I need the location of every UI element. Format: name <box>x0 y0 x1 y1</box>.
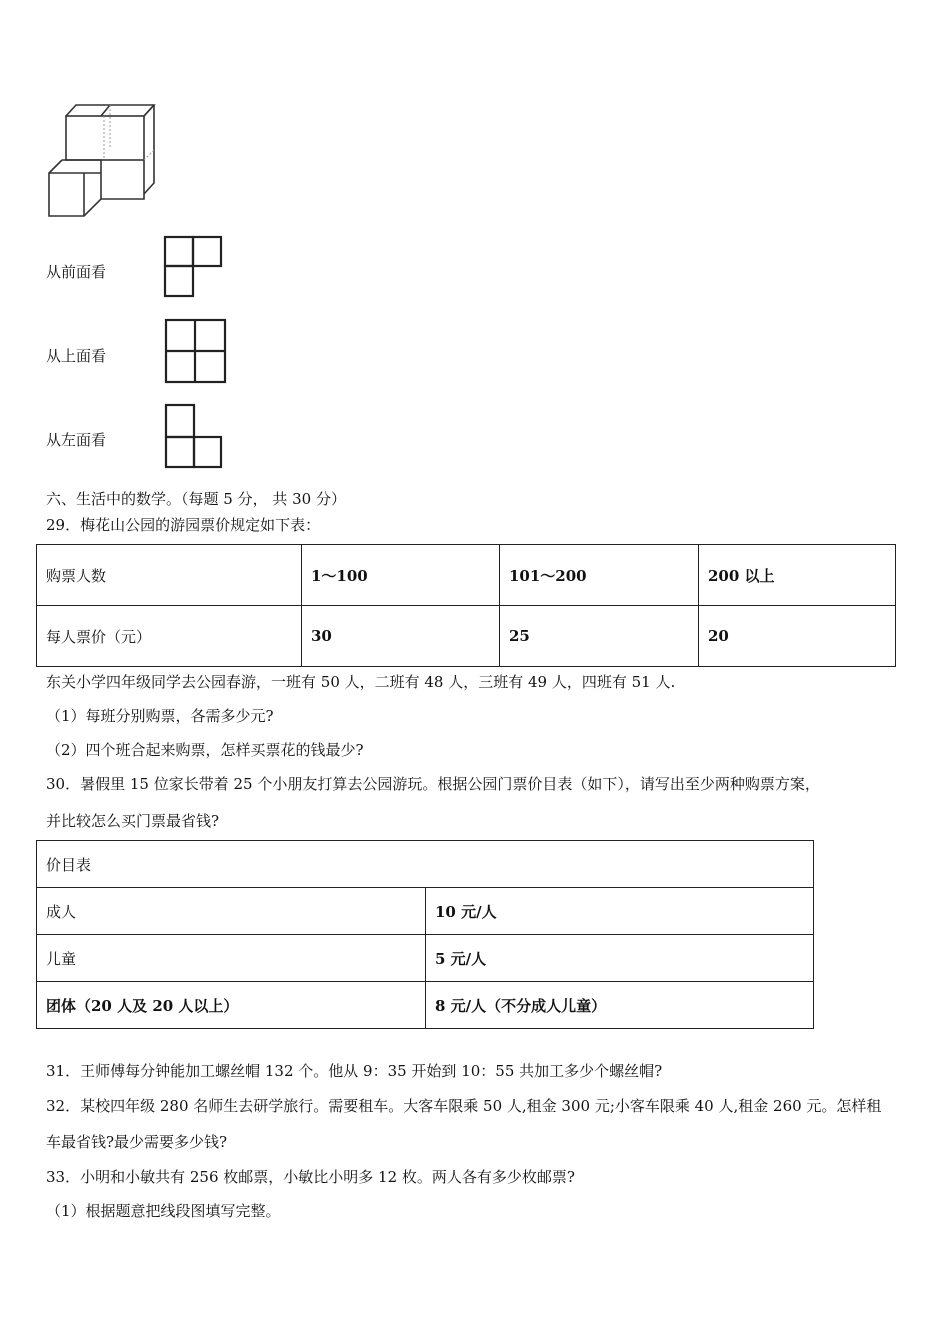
ticket-price-table <box>36 544 896 667</box>
q30-line2: 并比较怎么买门票最省钱? <box>46 812 220 830</box>
table-cell: 20 <box>699 606 896 667</box>
table-cell: 成人 <box>37 888 426 935</box>
table-cell: 10 元/人 <box>426 888 814 935</box>
table-cell: 1～100 <box>302 545 500 606</box>
price-list-table <box>36 840 814 1029</box>
cube-solid-figure <box>44 98 159 220</box>
table-row <box>37 935 814 982</box>
table-row <box>37 841 814 888</box>
table-cell: 25 <box>500 606 699 667</box>
q29-sub1: （1）每班分别购票，各需多少元? <box>46 707 274 725</box>
table-row <box>37 606 896 667</box>
table-cell: 5 元/人 <box>426 935 814 982</box>
q30-line1: 30．暑假里 15 位家长带着 25 个小朋友打算去公园游玩。根据公园门票价目表（如下），请写出至少两种购票方案， <box>46 775 820 793</box>
q29-title: 29．梅花山公园的游园票价规定如下表： <box>46 516 321 534</box>
section-heading: 六、生活中的数学。（每题 5 分， 共 30 分） <box>46 490 346 508</box>
view-label-left: 从左面看 <box>46 431 107 449</box>
q31: 31．王师傅每分钟能加工螺丝帽 132 个。他从 9：35 开始到 10：55 共加工多少个螺丝帽? <box>46 1062 663 1080</box>
table-cell: 团体（20 人及 20 人以上） <box>37 982 426 1029</box>
front-view-icon <box>162 234 226 300</box>
table-row <box>37 982 814 1029</box>
q33-line1: 33．小明和小敏共有 256 枚邮票，小敏比小明多 12 枚。两人各有多少枚邮票? <box>46 1168 575 1186</box>
left-view-icon <box>162 402 226 470</box>
table-cell: 每人票价（元） <box>37 606 302 667</box>
q32-line2: 车最省钱?最少需要多少钱? <box>46 1133 228 1151</box>
table-header: 价目表 <box>37 841 814 888</box>
q29-context: 东关小学四年级同学去公园春游，一班有 50 人，二班有 48 人，三班有 49 人，四班有 51 人. <box>46 673 676 691</box>
view-label-front: 从前面看 <box>46 263 107 281</box>
table-cell: 101～200 <box>500 545 699 606</box>
table-cell: 8 元/人（不分成人儿童） <box>426 982 814 1029</box>
q32-line1: 32．某校四年级 280 名师生去研学旅行。需要租车。大客车限乘 50 人,租金 300 元;小客车限乘 40 人,租金 260 元。怎样租 <box>46 1097 882 1115</box>
table-cell: 200 以上 <box>699 545 896 606</box>
q29-sub2: （2）四个班合起来购票，怎样买票花的钱最少? <box>46 741 364 759</box>
table-row <box>37 888 814 935</box>
view-label-top: 从上面看 <box>46 347 107 365</box>
table-cell: 儿童 <box>37 935 426 982</box>
table-cell: 30 <box>302 606 500 667</box>
q33-sub1: （1）根据题意把线段图填写完整。 <box>46 1202 281 1220</box>
table-row <box>37 545 896 606</box>
top-view-icon <box>162 317 228 385</box>
table-cell: 购票人数 <box>37 545 302 606</box>
